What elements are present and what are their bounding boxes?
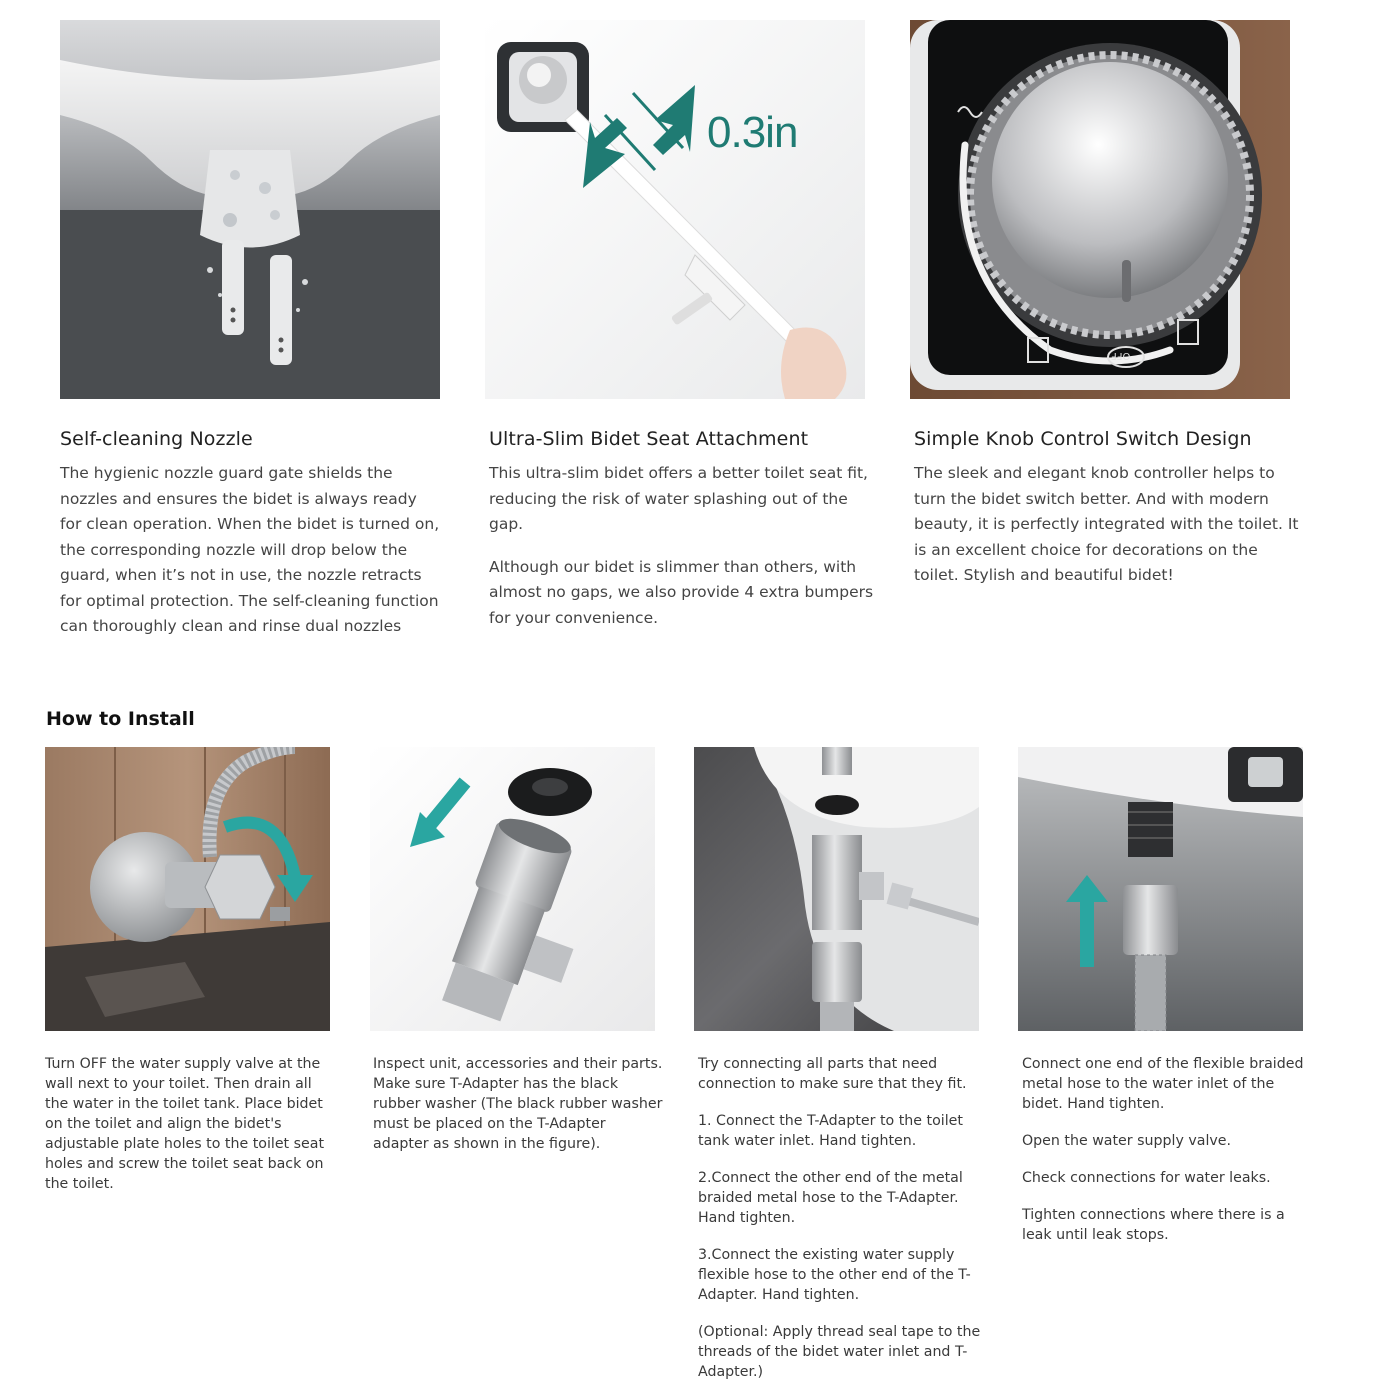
- install-step-3-photo: [694, 747, 979, 1031]
- step-paragraph: Turn OFF the water supply valve at the wall next to your toilet. Then drain all the water in the toilet tank. Place bidet on the toilet and align the bidet's adjustable plate holes to the toilet seat holes and screw the toilet seat back on the toilet.: [45, 1056, 325, 1192]
- feature-title-slim: Ultra-Slim Bidet Seat Attachment: [489, 428, 809, 450]
- step-paragraph: Tighten connections where there is a leak until leak stops.: [1022, 1207, 1285, 1243]
- install-step-1-text: [45, 1054, 335, 1211]
- step-paragraph: Try connecting all parts that need connection to make sure that they fit.: [698, 1056, 967, 1092]
- install-step-1-photo: [45, 747, 330, 1031]
- slim-measurement-label: 0.3in: [707, 108, 798, 157]
- install-step-4-photo: [1018, 747, 1303, 1031]
- step-paragraph: Open the water supply valve.: [1022, 1133, 1232, 1149]
- feature-title-knob: Simple Knob Control Switch Design: [914, 428, 1252, 450]
- feature-paragraph: Although our bidet is slimmer than others, with almost no gaps, we also provide 4 extra bumpers for your convenience.: [489, 557, 874, 627]
- knob-off-label: OFF: [1111, 350, 1131, 361]
- knob-photo: [910, 20, 1290, 399]
- feature-paragraph: The hygienic nozzle guard gate shields the nozzles and ensures the bidet is always ready for clean operation. When the bidet is turned on, the corresponding nozzle will drop below the guard, when it’s not in use, the nozzle retracts for optimal protection. The self-cleaning function can thoroughly clean and rinse dual nozzles: [60, 464, 440, 635]
- step-paragraph: 1. Connect the T-Adapter to the toilet tank water inlet. Hand tighten.: [698, 1113, 963, 1149]
- step-paragraph: 3.Connect the existing water supply flexible hose to the other end of the T-Adapter. Hand tighten.: [698, 1247, 971, 1303]
- slim-bidet-photo: [485, 20, 865, 399]
- feature-paragraph: The sleek and elegant knob controller helps to turn the bidet switch better. And with modern beauty, it is perfectly integrated with the toilet. It is an excellent choice for decorations on the toilet. Stylish and beautiful bidet!: [914, 464, 1299, 584]
- step-paragraph: 2.Connect the other end of the metal braided metal hose to the T-Adapter. Hand tighten.: [698, 1170, 963, 1226]
- install-step-4-text: [1022, 1054, 1312, 1262]
- feature-title-nozzle: Self-cleaning Nozzle: [60, 428, 253, 450]
- step-paragraph: Connect one end of the flexible braided metal hose to the water inlet of the bidet. Hand tighten.: [1022, 1056, 1304, 1112]
- install-step-2-photo: [370, 747, 655, 1031]
- feature-text-nozzle: [60, 461, 440, 657]
- nozzle-photo: [60, 20, 440, 399]
- install-section-title: How to Install: [46, 708, 195, 730]
- step-paragraph: Inspect unit, accessories and their parts. Make sure T-Adapter has the black rubber washer (The black rubber washer must be placed on the T-Adapter adapter as shown in the figure).: [373, 1056, 663, 1152]
- install-step-3-text: [698, 1054, 983, 1399]
- feature-paragraph: This ultra-slim bidet offers a better toilet seat fit, reducing the risk of water splashing out of the gap.: [489, 464, 868, 533]
- step-paragraph: (Optional: Apply thread seal tape to the threads of the bidet water inlet and T-Adapter.): [698, 1324, 981, 1380]
- feature-text-slim: [489, 461, 874, 648]
- step-paragraph: Check connections for water leaks.: [1022, 1170, 1271, 1186]
- feature-text-knob: [914, 461, 1299, 606]
- install-step-2-text: [373, 1054, 663, 1171]
